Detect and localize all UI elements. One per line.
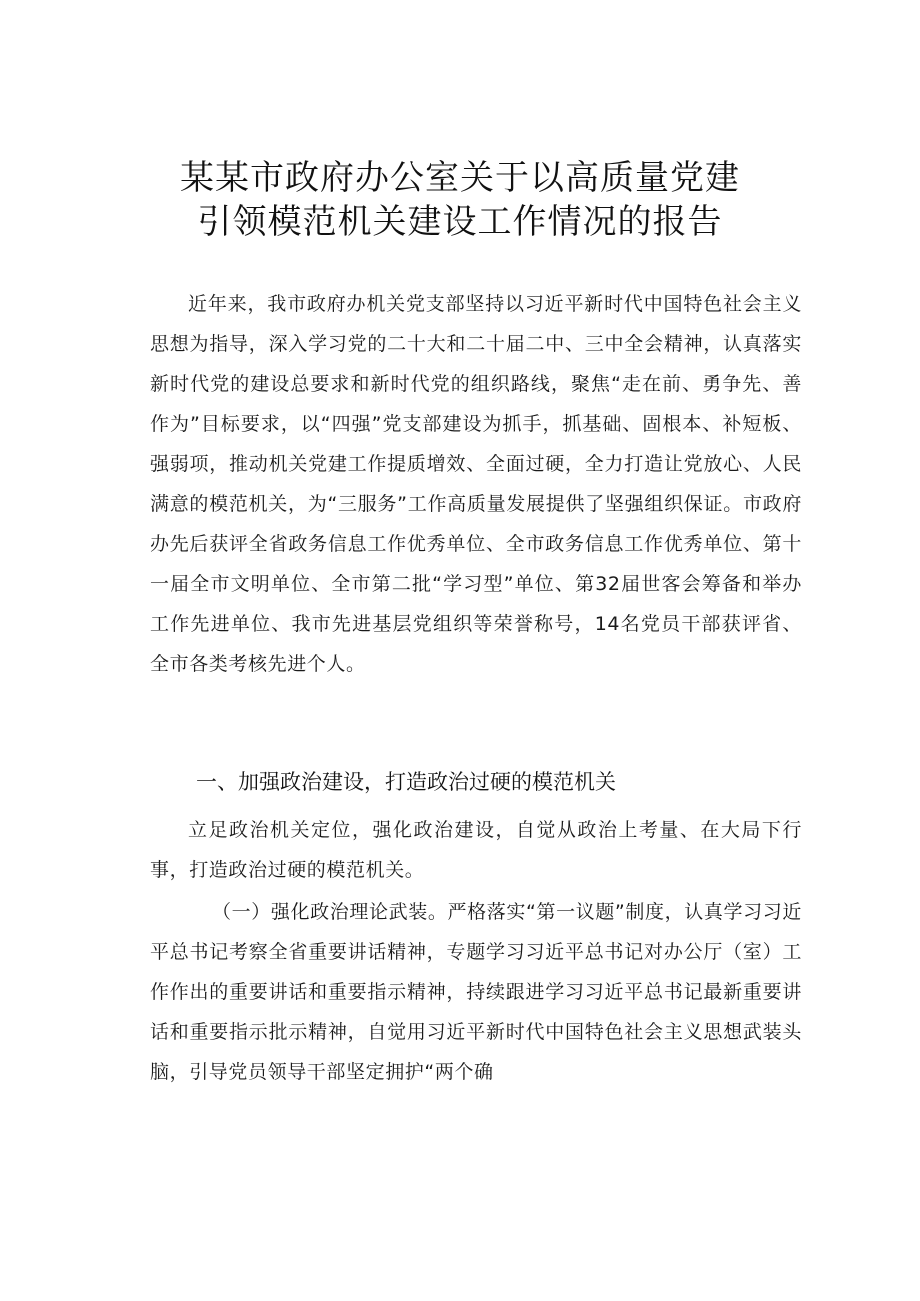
document-title-line-1: 某某市政府办公室关于以高质量党建: [180, 158, 740, 198]
section-1-heading: 一、加强政治建设，打造政治过硬的模范机关: [196, 770, 616, 794]
subsection-1-paragraph: （一）强化政治理论武装。严格落实“第一议题”制度，认真学习习近平总书记考察全省重要讲话精神，专题学习习近平总书记对办公厅（室）工作作出的重要讲话和重要指示精神，持续跟进学习习近平总书记最新重要讲话和重要指示批示精神，自觉用习近平新时代中国特色社会主义思想武装头脑，引导党员领导干部坚定拥护“两个确: [150, 901, 802, 1083]
document-title-line-2: 引领模范机关建设工作情况的报告: [197, 202, 723, 242]
intro-paragraph: 近年来，我市政府办机关党支部坚持以习近平新时代中国特色社会主义思想为指导，深入学习党的二十大和二十届二中、三中全会精神，认真落实新时代党的建设总要求和新时代党的组织路线，聚焦“走在前、勇争先、善作为”目标要求，以“四强”党支部建设为抓手，抓基础、固根本、补短板、强弱项，推动机关党建工作提质增效、全面过硬，全力打造让党放心、人民满意的模范机关，为“三服务”工作高质量发展提供了坚强组织保证。市政府办先后获评全省政务信息工作优秀单位、全市政务信息工作优秀单位、第十一届全市文明单位、全市第二批“学习型”单位、第32届世客会筹备和举办工作先进单位、我市先进基层党组织等荣誉称号，14名党员干部获评省、全市各类考核先进个人。: [150, 293, 802, 675]
section-1-intro-paragraph: 立足政治机关定位，强化政治建设，自觉从政治上考量、在大局下行事，打造政治过硬的模范机关。: [150, 819, 802, 881]
